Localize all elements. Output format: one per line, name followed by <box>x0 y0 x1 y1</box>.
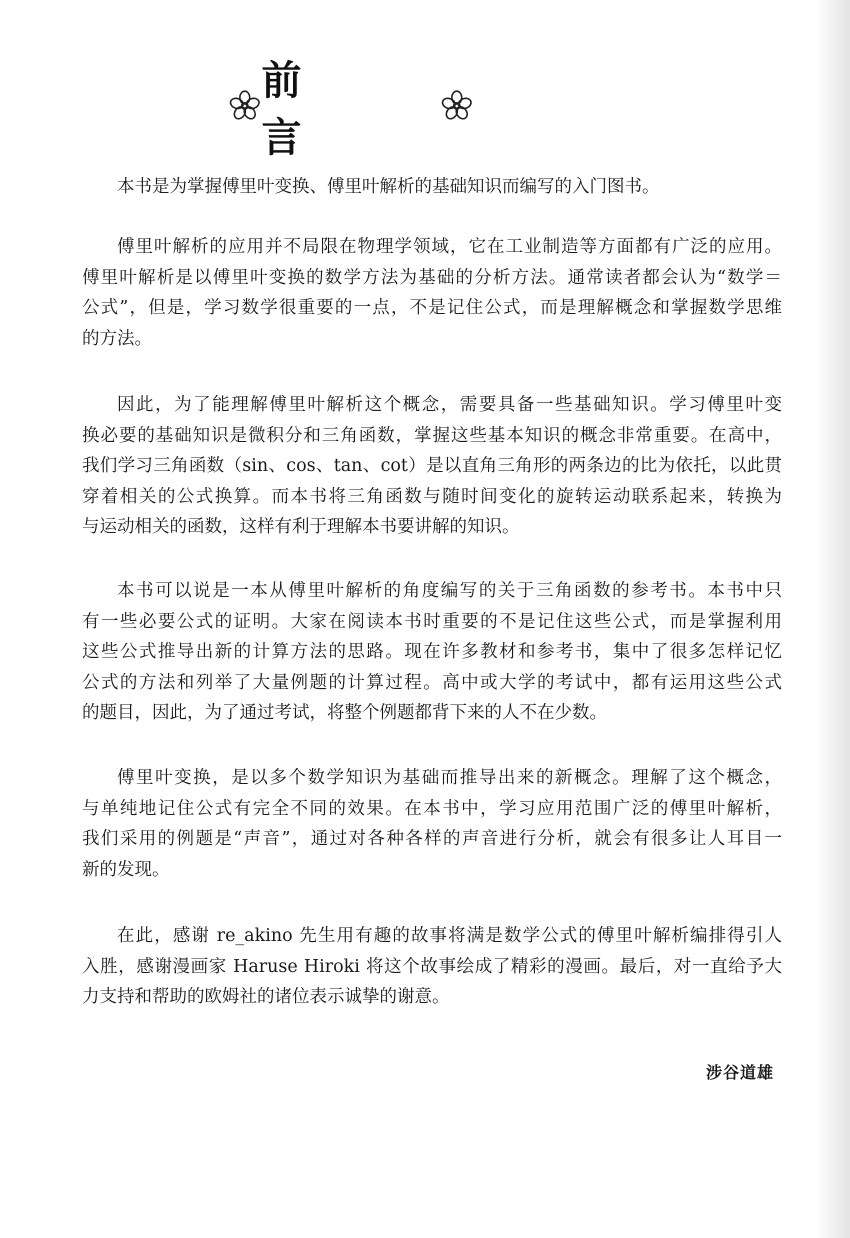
text-line: 与单纯地记住公式有完全不同的效果。在本书中，学习应用范围广泛的傅里叶解析， <box>82 798 782 819</box>
text-line: 本书是为掌握傅里叶变换、傅里叶解析的基础知识而编写的入门图书。 <box>117 177 660 197</box>
text-line: 入胜，感谢漫画家 Haruse Hiroki 将这个故事绘成了精彩的漫画。最后，对一直给予大 <box>82 956 782 977</box>
paragraph-2 <box>82 232 782 354</box>
paragraph-6 <box>82 921 782 1013</box>
text-line: 的题目，因此，为了通过考试，将整个例题都背下来的人不在少数。 <box>82 703 607 723</box>
text-line: 与运动相关的函数，这样有利于理解本书要讲解的知识。 <box>82 517 520 537</box>
title-row <box>228 58 474 161</box>
text-line: 的方法。 <box>82 328 152 349</box>
page-title: 前 言 <box>261 58 346 161</box>
paragraph-5 <box>82 763 782 885</box>
flower-ornament-icon <box>440 89 474 123</box>
flower-ornament-icon <box>228 89 262 123</box>
author-signature: 涉谷道雄 <box>705 1063 774 1082</box>
text-line: 穿着相关的公式换算。而本书将三角函数与随时间变化的旋转运动联系起来，转换为 <box>82 486 782 507</box>
text-line: 公式”，但是，学习数学很重要的一点，不是记住公式，而是理解概念和掌握数学思维 <box>82 298 782 318</box>
text-line: 本书可以说是一本从傅里叶解析的角度编写的关于三角函数的参考书。本书中只 <box>117 581 782 601</box>
text-line: 我们学习三角函数（sin、cos、tan、cot）是以直角三角形的两条边的比为依托，以此贯 <box>82 456 782 476</box>
text-line: 傅里叶变换，是以多个数学知识为基础而推导出来的新概念。理解了这个概念， <box>117 768 782 788</box>
text-line: 新的发现。 <box>82 859 170 880</box>
text-line: 换必要的基础知识是微积分和三角函数，掌握这些基本知识的概念非常重要。在高中， <box>82 425 782 446</box>
paragraph-3 <box>82 390 782 543</box>
text-line: 傅里叶解析的应用并不局限在物理学领域，它在工业制造等方面都有广泛的应用。 <box>117 237 782 257</box>
text-line: 我们采用的例题是“声音”，通过对各种各样的声音进行分析，就会有很多让人耳目一 <box>82 829 782 849</box>
text-line: 有一些必要公式的证明。大家在阅读本书时重要的不是记住这些公式，而是掌握利用 <box>82 611 782 632</box>
paragraph-4 <box>82 576 782 729</box>
paragraph-1 <box>82 172 782 203</box>
text-line: 在此，感谢 re_akino 先生用有趣的故事将满是数学公式的傅里叶解析编排得引人 <box>117 926 782 946</box>
text-line: 公式的方法和列举了大量例题的计算过程。高中或大学的考试中，都有运用这些公式 <box>82 672 782 693</box>
page-edge-shadow <box>816 0 850 1238</box>
text-line: 力支持和帮助的欧姆社的诸位表示诚挚的谢意。 <box>82 987 450 1007</box>
text-line: 这些公式推导出新的计算方法的思路。现在许多教材和参考书，集中了很多怎样记忆 <box>82 642 782 662</box>
text-line: 因此，为了能理解傅里叶解析这个概念，需要具备一些基础知识。学习傅里叶变 <box>117 395 782 415</box>
text-line: 傅里叶解析是以傅里叶变换的数学方法为基础的分析方法。通常读者都会认为“数学＝ <box>82 267 782 288</box>
